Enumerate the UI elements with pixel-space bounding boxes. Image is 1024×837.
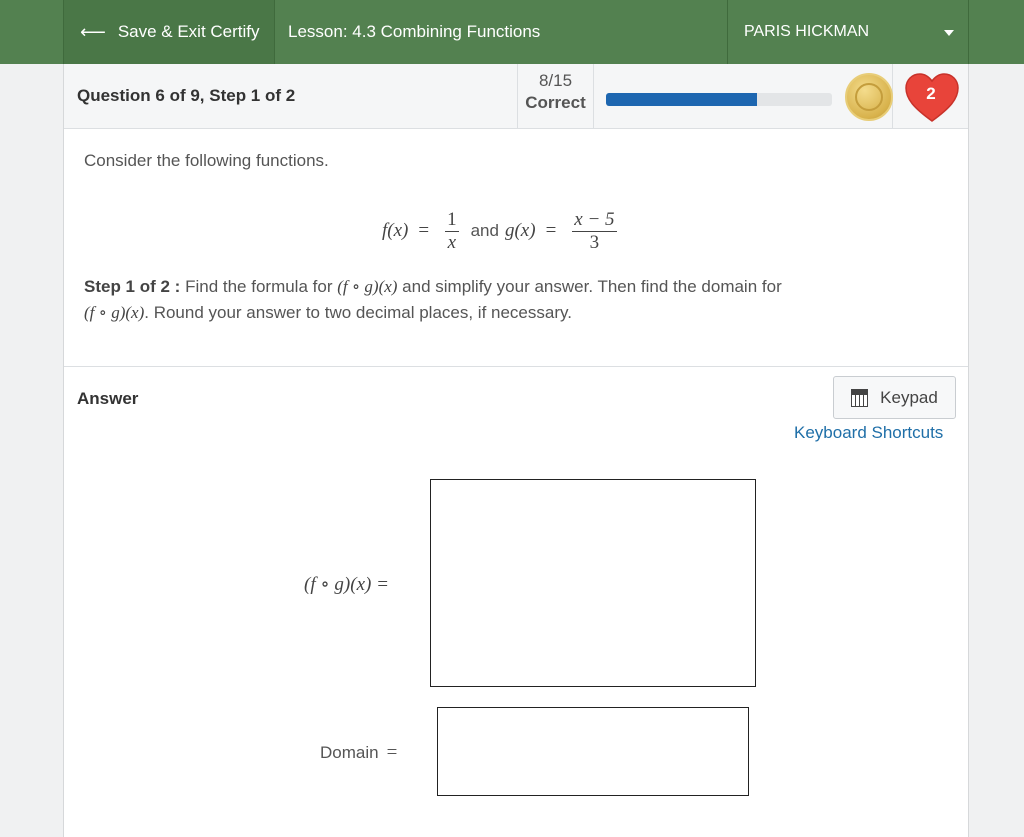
function-definitions: f(x) = $\frac{1}{x}$ and g(x) = $\frac{x - 5}{3}$ [382,208,615,253]
calculator-icon [851,389,868,407]
keypad-label: Keypad [880,387,938,407]
and-word: and [470,221,499,240]
keyboard-shortcuts-link[interactable]: Keyboard Shortcuts [794,423,944,442]
user-name: PARIS HICKMAN [744,23,870,40]
f-numerator: 1 [447,208,457,230]
composite-answer-input[interactable] [430,479,756,687]
question-label: Question 6 of 9, Step 1 of 2 [77,86,296,105]
save-exit-button[interactable] [64,0,275,64]
f-denominator: x [447,231,457,253]
coin-icon [845,73,893,121]
composite-label: (f ∘ g)(x) = [304,574,389,595]
domain-answer-input[interactable] [437,707,749,796]
score-fraction: 8/15 [538,71,573,90]
answer-label: Answer [77,389,139,408]
arrow-left-icon: ⟵ [80,21,106,42]
f-lhs: f(x) [382,220,409,241]
question-section [64,129,968,367]
g-denominator: 3 [589,231,600,253]
step-instructions [84,274,904,326]
coin-cell [840,64,893,129]
save-exit-label: Save & Exit Certify [117,22,260,41]
step-text-1: Find the formula for [180,277,338,296]
g-lhs: g(x) [504,220,536,241]
step-text-2: and simplify your answer. Then find the domain for [397,277,782,296]
score-box [517,64,594,129]
step-label: Step 1 of 2 : [84,277,181,296]
f-fraction [445,209,459,254]
domain-equals: = [386,742,398,763]
status-bar [64,64,968,129]
domain-label-group [320,742,397,764]
user-menu[interactable] [727,0,968,64]
question-intro: Consider the following functions. [84,151,329,170]
step-math-1: (f ∘ g)(x) [337,277,398,296]
keypad-button[interactable] [833,376,956,419]
main-panel [63,64,969,837]
top-bar-content [63,0,969,64]
g-fraction [572,209,616,254]
domain-label: Domain [320,743,379,762]
lesson-title: Lesson: 4.3 Combining Functions [288,22,541,41]
score-label: Correct [525,93,586,112]
progress-fill [606,93,757,106]
g-numerator: x − 5 [574,208,615,230]
progress-bar [606,93,832,106]
top-bar [0,0,1024,64]
hearts-count: 2 [926,84,936,103]
step-math-2: (f ∘ g)(x) [84,303,145,322]
hearts-badge [904,72,960,124]
caret-down-icon [944,30,954,36]
step-text-3: . Round your answer to two decimal places, if necessary. [144,303,572,322]
answer-section [64,367,968,837]
